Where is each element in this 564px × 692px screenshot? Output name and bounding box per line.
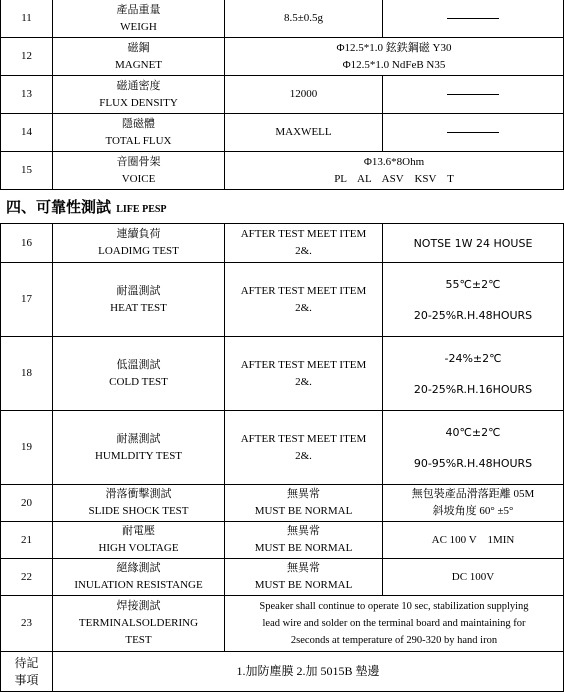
test-name [53, 559, 225, 596]
row-number: 22 [1, 559, 53, 596]
test-name-cn: 滑落衝擊測試 [105, 488, 172, 500]
description-line3: 2seconds at temperature of 290-320 by hand iron [290, 635, 498, 646]
test-name-en: SLIDE SHOCK TEST [88, 505, 189, 517]
test-description [225, 596, 564, 652]
description-line1: Speaker shall continue to operate 10 sec, stabilization supplying [259, 601, 529, 612]
row-number: 16 [1, 224, 53, 263]
condition-line1: 無異常 [287, 562, 320, 574]
test-condition [225, 559, 383, 596]
condition-line2: 2&. [295, 245, 312, 257]
row-number: 23 [1, 596, 53, 652]
item-spec-line1: Φ13.6*8Ohm [363, 155, 425, 168]
test-name [53, 263, 225, 337]
condition-line2: MUST BE NORMAL [254, 505, 353, 517]
test-name-cn: 耐電壓 [122, 525, 155, 537]
table-row [1, 114, 564, 152]
item-name-cn: 磁通密度 [116, 79, 161, 92]
test-name-cn: 絕緣測試 [116, 562, 161, 574]
row-number: 20 [1, 485, 53, 522]
item-name-en: TOTAL FLUX [105, 134, 172, 147]
remarks-text: 1.加防塵膜 2.加 5015B 墊邊 [53, 652, 564, 692]
remarks-label-line2: 事項 [14, 672, 39, 687]
spec-table-top [0, 0, 564, 190]
test-name-en-line1: TERMINALSOLDERING [78, 617, 199, 629]
test-name-en: COLD TEST [109, 375, 168, 388]
item-name-cn: 隱磁體 [122, 117, 155, 130]
test-name [53, 596, 225, 652]
table-row [1, 559, 564, 596]
test-name-cn: 耐濕測試 [116, 432, 161, 445]
test-name-cn: 低溫測試 [116, 358, 161, 371]
condition-line1: AFTER TEST MEET ITEM [240, 284, 367, 297]
test-requirement [383, 263, 564, 337]
row-number: 21 [1, 522, 53, 559]
condition-line2: MUST BE NORMAL [254, 542, 353, 554]
table-row [1, 0, 564, 38]
test-name-en: HIGH VOLTAGE [98, 542, 179, 554]
table-row [1, 38, 564, 76]
test-name [53, 337, 225, 411]
test-requirement [383, 411, 564, 485]
test-name-en: LOADIMG TEST [98, 245, 179, 257]
description-line2: lead wire and solder on the terminal board and maintaining for [262, 618, 526, 629]
condition-line2: 2&. [295, 301, 312, 314]
test-condition [225, 263, 383, 337]
test-requirement: DC 100V [383, 559, 564, 596]
item-note-blank [383, 114, 564, 152]
item-note-blank [383, 76, 564, 114]
item-name-en: FLUX DENSITY [99, 96, 178, 109]
test-condition [225, 522, 383, 559]
table-row [1, 522, 564, 559]
item-name-en: MAGNET [114, 58, 163, 71]
test-name-cn: 耐溫測試 [116, 284, 161, 297]
test-name-cn: 焊接測試 [116, 600, 161, 612]
condition-line2: 2&. [295, 449, 312, 462]
item-name-cn: 產品重量 [116, 3, 161, 16]
table-row [1, 337, 564, 411]
condition-line2: MUST BE NORMAL [254, 579, 353, 591]
row-number: 17 [1, 263, 53, 337]
test-condition [225, 411, 383, 485]
requirement-line2: 斜坡角度 60° ±5° [432, 505, 514, 517]
table-row [1, 263, 564, 337]
test-requirement [383, 485, 564, 522]
table-row [1, 485, 564, 522]
condition-line1: AFTER TEST MEET ITEM [240, 228, 367, 240]
row-number: 12 [1, 38, 53, 76]
section-title-en: LIFE PESP [116, 204, 167, 215]
requirement-line1: 55℃±2℃ [445, 277, 501, 291]
test-name-en: HUMLDITY TEST [94, 449, 183, 462]
row-number: 11 [1, 0, 53, 38]
requirement-line1: -24%±2℃ [444, 351, 502, 365]
table-row [1, 596, 564, 652]
requirement-line1: 無包裝產品滑落距離 05M [411, 488, 535, 500]
test-name [53, 485, 225, 522]
row-number: 19 [1, 411, 53, 485]
table-row [1, 411, 564, 485]
item-name [53, 76, 225, 114]
item-spec [225, 38, 564, 76]
item-spec [225, 152, 564, 190]
test-requirement [383, 337, 564, 411]
test-condition [225, 337, 383, 411]
remarks-label-line1: 待記 [14, 655, 39, 670]
test-name-en: INULATION RESISTANGE [74, 579, 203, 591]
item-name [53, 0, 225, 38]
item-name-cn: 磁鋼 [127, 41, 150, 54]
item-spec-line2: PL AL ASV KSV T [334, 172, 454, 185]
item-name-cn: 音圈骨架 [116, 155, 161, 168]
item-name-en: VOICE [121, 172, 156, 185]
test-name [53, 411, 225, 485]
item-name-en: WEIGH [120, 20, 157, 33]
test-name-en-line2: TEST [125, 634, 152, 646]
requirement-line2: 20-25%R.H.48HOURS [413, 308, 533, 322]
row-number: 13 [1, 76, 53, 114]
test-requirement: NOTSE 1W 24 HOUSE [383, 224, 564, 263]
row-number: 15 [1, 152, 53, 190]
item-name [53, 38, 225, 76]
item-spec: 12000 [225, 76, 383, 114]
requirement-line1: 40℃±2℃ [445, 425, 501, 439]
remarks-label [1, 652, 53, 692]
requirement-line2: 90-95%R.H.48HOURS [413, 456, 533, 470]
test-name [53, 224, 225, 263]
item-name [53, 114, 225, 152]
item-name [53, 152, 225, 190]
test-requirement: AC 100 V 1MIN [383, 522, 564, 559]
item-note-blank [383, 0, 564, 38]
remarks-row [1, 652, 564, 692]
reliability-table [0, 223, 564, 692]
condition-line1: AFTER TEST MEET ITEM [240, 358, 367, 371]
table-row [1, 76, 564, 114]
requirement-line2: 20-25%R.H.16HOURS [413, 382, 533, 396]
row-number: 14 [1, 114, 53, 152]
item-spec: 8.5±0.5g [225, 0, 383, 38]
condition-line1: AFTER TEST MEET ITEM [240, 432, 367, 445]
test-name-cn: 連續負荷 [116, 228, 161, 240]
test-condition [225, 485, 383, 522]
item-spec-line1: Φ12.5*1.0 鉉鉄鋼磁 Y30 [336, 41, 452, 54]
table-row [1, 152, 564, 190]
test-condition [225, 224, 383, 263]
table-row [1, 224, 564, 263]
condition-line2: 2&. [295, 375, 312, 388]
item-spec: MAXWELL [225, 114, 383, 152]
test-name [53, 522, 225, 559]
test-name-en: HEAT TEST [110, 301, 167, 314]
condition-line1: 無異常 [287, 488, 320, 500]
section-title-cn: 四、可靠性測試 [6, 198, 112, 216]
row-number: 18 [1, 337, 53, 411]
item-spec-line2: Φ12.5*1.0 NdFeB N35 [342, 58, 446, 71]
condition-line1: 無異常 [287, 525, 320, 537]
section-heading [0, 190, 564, 224]
